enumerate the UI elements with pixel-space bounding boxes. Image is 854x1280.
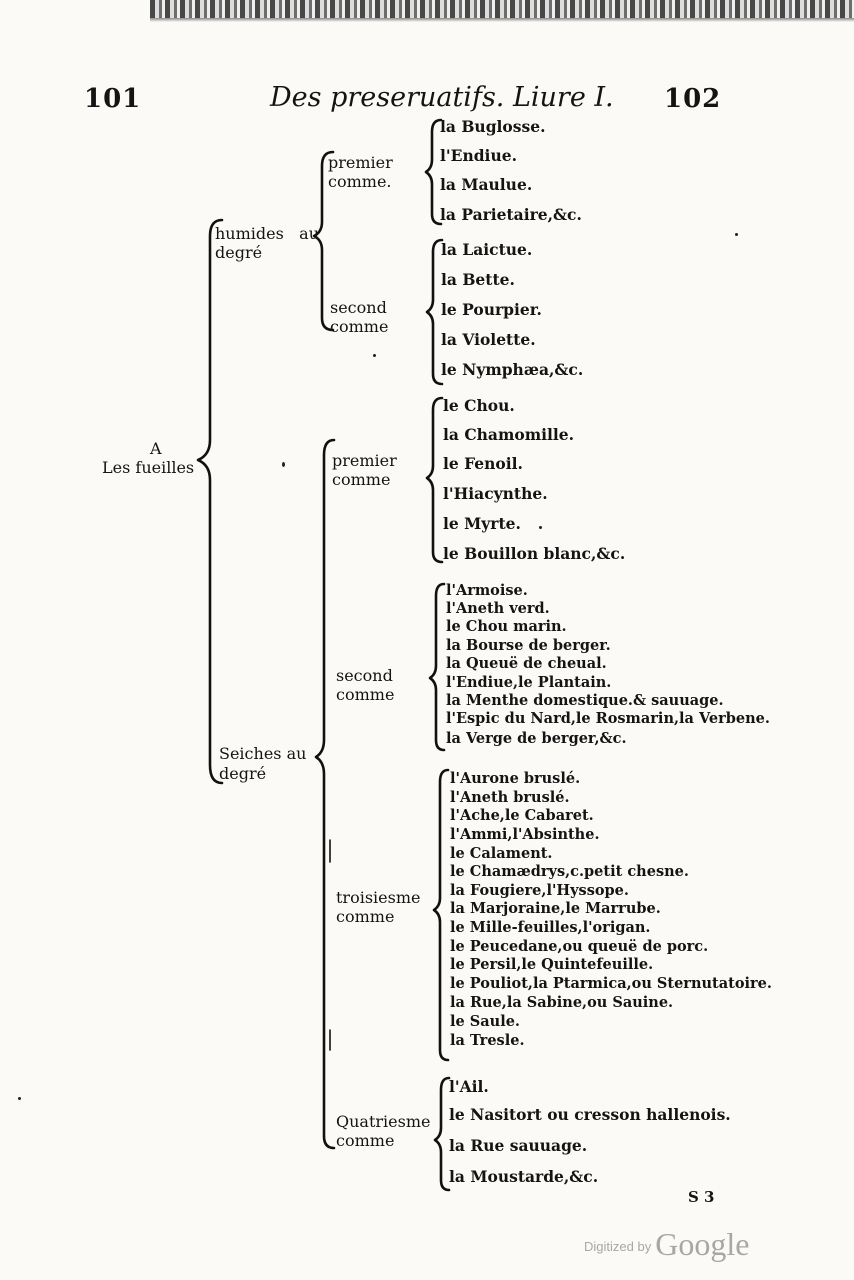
brace-s-troisiesme [434,770,448,1060]
group-humides: humides au degré [215,224,319,262]
list-item: la Buglosse. [440,117,546,136]
list-item: le Nymphæa,&c. [441,360,584,379]
list-item: l'Aneth verd. [446,600,550,617]
scan-speck [735,233,738,236]
list-item: la Violette. [441,330,536,349]
running-title: Des preseruatifs. Liure I. [270,82,614,113]
list-item: le Bouillon blanc,&c. [443,544,626,563]
scan-speck [373,354,376,357]
brace-seiches [316,440,334,1148]
root-marker: A [150,439,162,458]
list-item: le Peucedane,ou queuë de porc. [450,938,709,955]
list-item: l'Ail. [449,1077,489,1096]
brace-s-second [430,584,444,750]
list-item: la Fougiere,l'Hyssope. [450,882,629,899]
scan-speck [18,1097,21,1100]
list-item: la Maulue. [440,175,533,194]
list-item: l'Armoise. [446,582,528,599]
list-item: le Chamædrys,c.petit chesne. [450,863,689,880]
list-item: la Rue sauuage. [449,1136,588,1155]
google-logo: Google [655,1226,750,1262]
list-item: la Rue,la Sabine,ou Sauine. [450,994,674,1011]
right-page-number: 102 [664,84,722,114]
subgroup-h-premier: premier comme. [328,153,393,191]
list-item: l'Endiue. [440,146,517,165]
list-item: la Bette. [441,270,515,289]
list-item: la Chamomille. [443,425,575,444]
list-item: la Verge de berger,&c. [446,730,627,747]
list-item: le Persil,le Quintefeuille. [450,956,654,973]
list-item: le Pourpier. [441,300,542,319]
brace-root [198,220,222,783]
signature-mark: S 3 [688,1188,715,1206]
list-item: le Nasitort ou cresson hallenois. [449,1105,731,1124]
list-item: le Myrte. [443,514,521,533]
brace-s-quatriesme [435,1078,449,1190]
digitized-watermark [584,1226,749,1263]
list-item: la Tresle. [450,1032,525,1049]
list-item: le Chou. [443,396,515,415]
list-item: le Chou marin. [446,618,567,635]
list-item: la Laictue. [441,240,533,259]
list-item: la Bourse de berger. [446,637,611,654]
list-item: la Menthe domestique.& sauuage. [446,692,724,709]
subgroup-s-second: second comme [336,666,395,704]
list-item: le Mille-feuilles,l'origan. [450,919,651,936]
list-item: l'Aneth bruslé. [450,789,570,806]
list-item: l'Ammi,l'Absinthe. [450,826,600,843]
list-item: le Saule. [450,1013,520,1030]
list-item: le Fenoil. [443,454,523,473]
list-item: la Queuë de cheual. [446,655,607,672]
list-item: l'Aurone bruslé. [450,770,581,787]
list-item: le Calament. [450,845,553,862]
list-item: la Parietaire,&c. [440,205,582,224]
left-page-number: 101 [84,84,142,114]
group-seiches: Seiches au degré [219,744,307,783]
subgroup-h-second: second comme [330,298,389,336]
list-item: l'Endiue,le Plantain. [446,674,612,691]
watermark-prefix: Digitized by [584,1239,652,1254]
scan-speck [282,462,285,467]
list-item: l'Ache,le Cabaret. [450,807,594,824]
list-item: la Moustarde,&c. [449,1167,599,1186]
list-item: l'Espic du Nard,le Rosmarin,la Verbene. [446,710,770,727]
list-item: le Pouliot,la Ptarmica,ou Sternutatoire. [450,975,772,992]
subgroup-s-premier: premier comme [332,451,397,489]
root-label: Les fueilles [102,458,195,477]
subgroup-s-quatriesme: Quatriesme comme [336,1112,431,1150]
list-item: la Marjoraine,le Marrube. [450,900,661,917]
list-item: l'Hiacynthe. [443,484,548,503]
scan-speck [539,526,542,529]
subgroup-s-troisiesme: troisiesme comme [336,888,421,926]
